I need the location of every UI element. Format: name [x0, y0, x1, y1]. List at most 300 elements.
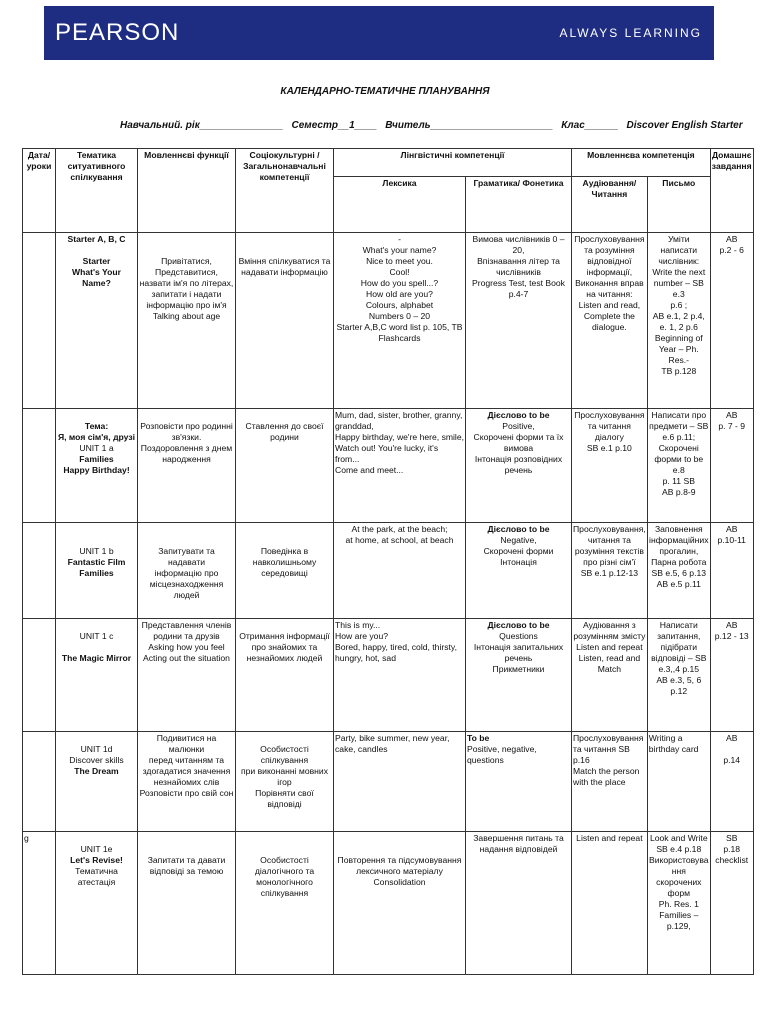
- cell-line: Progress Test, test Book: [472, 278, 565, 288]
- cell-line: Positive,: [502, 421, 535, 431]
- cell-speech: [138, 619, 236, 732]
- cell-grammar: [466, 523, 572, 619]
- cell-line: Дієслово to be: [487, 620, 550, 630]
- cell-line: p.6 ;: [670, 300, 688, 310]
- cell-line: речень: [504, 653, 533, 663]
- cell-line: Bored, happy, tired, cold, thirsty,: [335, 642, 457, 652]
- cell-line: [57, 833, 136, 844]
- cell-line: про різні сім'ї: [583, 557, 636, 567]
- cell-line: Listen, read and: [578, 653, 641, 663]
- cell-line: Тематична: [75, 866, 118, 876]
- cell-line: запитання,: [657, 631, 701, 641]
- cell-line: Виконання вправ: [575, 278, 644, 288]
- cell-line: Аудіювання з: [583, 620, 636, 630]
- cell-line: The Dream: [74, 766, 119, 776]
- pearson-logo: PEARSON: [55, 19, 180, 46]
- cell-vocab: [334, 523, 466, 619]
- cell-line: незнайомих людей: [246, 653, 323, 663]
- cell-line: [139, 844, 234, 855]
- cell-line: Представитися,: [155, 267, 218, 277]
- cell-line: Повторення та підсумовування: [337, 855, 462, 865]
- cell-line: Party, bike summer, new year,: [335, 733, 450, 743]
- cell-line: Написати: [659, 620, 698, 630]
- cell-line: здогадатися значення: [142, 766, 231, 776]
- cell-line: Negative,: [500, 535, 537, 545]
- cell-listening: [572, 732, 648, 832]
- cell-line: e.3,,4 p.15: [658, 664, 700, 674]
- cell-line: та читання SB: [573, 744, 630, 754]
- header-writing: Письмо: [647, 177, 710, 233]
- cell-line: granddad,: [335, 421, 374, 431]
- cell-writing: [647, 619, 710, 732]
- cell-line: Consolidation: [373, 877, 426, 887]
- cell-homework: [710, 619, 753, 732]
- cell-line: Прослуховування: [574, 410, 645, 420]
- cell-line: number – SB e.3: [653, 278, 704, 299]
- header-socio: Соціокультурні / Загальнонавчальні компетенції: [236, 149, 334, 233]
- cell-line: [24, 524, 54, 535]
- cell-line: -: [398, 234, 401, 244]
- cell-homework: [710, 732, 753, 832]
- cell-line: Привітатися,: [161, 256, 212, 266]
- cell-topic: [56, 233, 138, 409]
- cell-line: Запитувати та надавати: [158, 546, 215, 567]
- cell-line: [335, 844, 464, 855]
- cell-line: місцезнаходження: [149, 579, 224, 589]
- cell-line: атестація: [77, 877, 116, 887]
- cell-line: AB e.3, 5, 6: [656, 675, 702, 685]
- cell-topic: [56, 832, 138, 975]
- cell-writing: [647, 732, 710, 832]
- cell-line: Використовува: [648, 855, 709, 865]
- cell-line: [139, 410, 234, 421]
- cell-line: SB e.5, 6 p.13: [651, 568, 707, 578]
- cell-line: скорочених: [656, 877, 702, 887]
- cell-line: TB p.128: [661, 366, 697, 376]
- cell-line: Тема:: [84, 421, 109, 431]
- cell-line: Colours, alphabet: [365, 300, 434, 310]
- cell-line: p.12: [670, 686, 688, 696]
- cell-line: родини та друзів: [153, 631, 220, 641]
- cell-speech: [138, 233, 236, 409]
- header-linguistic: Лінгвістичні компетенції: [334, 149, 572, 177]
- cell-line: Дієслово to be: [487, 410, 550, 420]
- table-row: [23, 732, 754, 832]
- cell-line: [237, 535, 332, 546]
- header-speech: Мовленнєві функції: [138, 149, 236, 233]
- cell-line: речень: [504, 465, 533, 475]
- cell-line: Розповісти про родинні: [140, 421, 233, 431]
- cell-line: Name?: [82, 278, 111, 288]
- cell-line: [712, 744, 752, 755]
- cell-line: діалогу: [594, 432, 624, 442]
- cell-line: AB: [725, 234, 738, 244]
- cell-line: Поздоровлення з днем: [140, 443, 233, 453]
- cell-line: числівник:: [658, 256, 700, 266]
- cell-line: from...: [335, 454, 360, 464]
- cell-line: відповідної: [587, 256, 632, 266]
- cell-speech: [138, 523, 236, 619]
- cell-grammar: [466, 832, 572, 975]
- cell-line: Listen and read,: [578, 300, 641, 310]
- cell-listening: [572, 523, 648, 619]
- cell-date: [23, 732, 56, 832]
- cell-line: Скорочені форми та їх: [473, 432, 564, 442]
- cell-line: монологічного: [256, 877, 313, 887]
- cell-line: діалогічного та: [254, 866, 315, 876]
- planning-table: [22, 148, 754, 975]
- cell-line: AB: [725, 410, 738, 420]
- cell-line: Write the next: [652, 267, 706, 277]
- cell-line: Прослуховування: [574, 234, 645, 244]
- cell-line: родини: [270, 432, 299, 442]
- cell-speech: [138, 732, 236, 832]
- cell-line: p. 11 SB: [662, 476, 695, 486]
- cell-line: This is my...: [335, 620, 381, 630]
- cell-line: Подивитися на малюнки: [156, 733, 217, 754]
- cell-line: [237, 245, 332, 256]
- cell-line: інформації,: [586, 267, 633, 277]
- cell-line: Розповісти про свій сон: [139, 788, 234, 798]
- cell-line: [57, 642, 136, 653]
- cell-line: Cool!: [389, 267, 410, 277]
- cell-line: Уміти: [667, 234, 690, 244]
- cell-line: Families –: [659, 910, 699, 920]
- cell-line: The Magic Mirror: [61, 653, 132, 663]
- cell-line: [139, 535, 234, 546]
- cell-line: checklist: [715, 855, 749, 865]
- cell-line: Nice to meet you.: [366, 256, 433, 266]
- cell-line: вимова: [503, 443, 534, 453]
- cell-line: p.16: [573, 755, 590, 765]
- cell-line: Вимова числівників 0 – 20,: [472, 234, 565, 255]
- cell-line: Заповнення: [654, 524, 703, 534]
- cell-line: Come and meet...: [335, 465, 404, 475]
- cell-line: SB e.1 p.10: [586, 443, 632, 453]
- cell-line: ння: [671, 866, 686, 876]
- cell-line: зв'язки.: [171, 432, 202, 442]
- cell-line: p.18: [723, 844, 741, 854]
- cell-line: незнайомих слів: [153, 777, 220, 787]
- header-homework: Домашнє завдання: [710, 149, 753, 233]
- cell-line: Запитати та давати: [147, 855, 226, 865]
- cell-line: AB e.5 p.11: [656, 579, 701, 589]
- cell-line: [237, 620, 332, 631]
- cell-line: надавати інформацію: [241, 267, 328, 277]
- cell-line: читання та: [587, 535, 631, 545]
- cell-line: [139, 234, 234, 245]
- cell-grammar: [466, 409, 572, 523]
- cell-line: [57, 535, 136, 546]
- cell-line: AB: [725, 620, 738, 630]
- cell-line: про знайомих та: [251, 642, 318, 652]
- cell-line: прогалин,: [659, 546, 699, 556]
- cell-date: [23, 409, 56, 523]
- cell-line: Отримання інформації: [239, 631, 330, 641]
- cell-socio: [236, 409, 334, 523]
- cell-line: p.4-7: [508, 289, 529, 299]
- cell-line: p.14: [723, 755, 741, 765]
- cell-socio: [236, 233, 334, 409]
- pearson-banner: [44, 6, 714, 60]
- cell-topic: [56, 409, 138, 523]
- cell-line: [139, 833, 234, 844]
- cell-vocab: [334, 233, 466, 409]
- cell-line: Прикметники: [492, 664, 545, 674]
- cell-vocab: [334, 409, 466, 523]
- cell-line: Families: [79, 568, 114, 578]
- cell-line: Скорочені: [658, 443, 699, 453]
- cell-speech: [138, 832, 236, 975]
- cell-line: Asking how you feel: [148, 642, 225, 652]
- cell-grammar: [466, 732, 572, 832]
- cell-line: SB e.1 p.12-13: [580, 568, 639, 578]
- header-grammar: Граматика/ Фонетика: [466, 177, 572, 233]
- cell-line: Прослуховування,: [573, 524, 646, 534]
- cell-line: p. 7 - 9: [718, 421, 746, 431]
- cell-line: предмети – SB: [649, 421, 709, 431]
- cell-line: Вміння спілкуватися та: [238, 256, 331, 266]
- cell-line: [24, 620, 54, 631]
- cell-line: Listen and repeat: [576, 642, 643, 652]
- cell-line: Year – Ph. Res.-: [658, 344, 699, 365]
- cell-line: UNIT 1 c: [79, 631, 114, 641]
- cell-line: Positive, negative,: [467, 744, 537, 754]
- cell-writing: [647, 233, 710, 409]
- cell-line: p.12 - 13: [714, 631, 749, 641]
- cell-line: Happy Birthday!: [63, 465, 130, 475]
- header-date: Дата/ уроки: [23, 149, 56, 233]
- cell-line: Особистості: [260, 855, 309, 865]
- cell-line: підібрати: [660, 642, 698, 652]
- cell-line: UNIT 1 a: [79, 443, 114, 453]
- cell-line: Особистості спілкування: [260, 744, 309, 765]
- cell-socio: [236, 523, 334, 619]
- cell-grammar: [466, 619, 572, 732]
- cell-line: спілкування: [260, 888, 309, 898]
- cell-line: відповіді – SB: [651, 653, 707, 663]
- cell-line: Дієслово to be: [487, 524, 550, 534]
- cell-line: [237, 833, 332, 844]
- cell-line: середовищі: [261, 568, 308, 578]
- cell-line: інформацію про: [154, 568, 219, 578]
- cell-line: e. 1, 2 p.6: [659, 322, 698, 332]
- cell-date: [23, 619, 56, 732]
- cell-homework: [710, 523, 753, 619]
- cell-line: [237, 844, 332, 855]
- cell-line: Watch out! You're lucky, it's: [335, 443, 439, 453]
- cell-line: At the park, at the beach;: [351, 524, 448, 534]
- cell-socio: [236, 732, 334, 832]
- cell-line: Парна робота: [651, 557, 707, 567]
- cell-line: написати: [660, 245, 698, 255]
- cell-line: p.2 - 6: [719, 245, 744, 255]
- table-row: [23, 619, 754, 732]
- cell-line: [24, 234, 54, 245]
- cell-line: перед читанням та: [148, 755, 225, 765]
- table-row: [23, 233, 754, 409]
- cell-line: Discover skills: [69, 755, 124, 765]
- table-row: [23, 409, 754, 523]
- cell-topic: [56, 523, 138, 619]
- cell-date: [23, 523, 56, 619]
- planning-table-body: [23, 233, 754, 975]
- cell-line: Представлення членів: [141, 620, 232, 630]
- cell-homework: [710, 233, 753, 409]
- cell-line: [24, 410, 54, 421]
- cell-homework: [710, 409, 753, 523]
- cell-vocab: [334, 832, 466, 975]
- cell-line: Завершення питань та: [473, 833, 564, 843]
- cell-socio: [236, 832, 334, 975]
- cell-date: [23, 233, 56, 409]
- meta-line: Навчальний. рік_______________ Семестр__1____ Вчитель______________________ Клас______ Discover English Starter: [120, 120, 743, 131]
- cell-line: запитати і надати: [151, 289, 222, 299]
- cell-line: [139, 524, 234, 535]
- cell-line: Starter: [82, 256, 111, 266]
- cell-line: [139, 245, 234, 256]
- cell-writing: [647, 832, 710, 975]
- cell-line: UNIT 1 b: [79, 546, 114, 556]
- cell-line: e.6 p.11;: [662, 432, 696, 442]
- cell-line: людей: [173, 590, 200, 600]
- cell-line: Beginning of: [654, 333, 703, 343]
- cell-line: [335, 833, 464, 844]
- cell-line: народження: [162, 454, 211, 464]
- cell-line: [57, 620, 136, 631]
- cell-vocab: [334, 732, 466, 832]
- cell-line: числівників: [496, 267, 541, 277]
- header-vocab: Лексика: [334, 177, 466, 233]
- cell-line: AB: [725, 524, 738, 534]
- cell-line: UNIT 1d: [80, 744, 113, 754]
- cell-line: Match the person: [573, 766, 640, 776]
- cell-line: [57, 524, 136, 535]
- cell-line: at home, at school, at beach: [345, 535, 454, 545]
- cell-line: відповіді за темою: [149, 866, 224, 876]
- cell-line: Families: [79, 454, 114, 464]
- cell-line: Поведінка в: [260, 546, 309, 556]
- cell-line: UNIT 1e: [80, 844, 113, 854]
- cell-writing: [647, 523, 710, 619]
- cell-line: Інтонація запитальних: [473, 642, 564, 652]
- cell-line: Написати про: [651, 410, 707, 420]
- document-title: КАЛЕНДАРНО-ТЕМАТИЧНЕ ПЛАНУВАННЯ: [280, 86, 490, 97]
- cell-line: hungry, hot, sad: [335, 653, 396, 663]
- cell-line: Starter A,B,C word list p. 105, TB: [336, 322, 463, 332]
- cell-line: Порівняти свої відповіді: [255, 788, 314, 809]
- cell-line: SB: [725, 833, 738, 843]
- cell-line: p.129,: [666, 921, 691, 931]
- cell-line: [57, 733, 136, 744]
- cell-line: Questions: [499, 631, 538, 641]
- cell-line: How do you spell...?: [360, 278, 439, 288]
- cell-topic: [56, 619, 138, 732]
- cell-line: надання відповідей: [479, 844, 558, 854]
- cell-line: [237, 410, 332, 421]
- cell-line: Writing a: [648, 733, 683, 743]
- cell-line: Прослуховування: [573, 733, 644, 743]
- cell-line: AB p.8-9: [662, 487, 696, 497]
- cell-line: SB e.4 p.18: [656, 844, 702, 854]
- cell-listening: [572, 619, 648, 732]
- cell-line: лексичного матеріалу: [356, 866, 443, 876]
- cell-line: Listen and repeat: [576, 833, 643, 843]
- table-row: [23, 523, 754, 619]
- cell-line: cake, candles: [335, 744, 388, 754]
- cell-line: Ставлення до своєї: [245, 421, 324, 431]
- cell-line: та розуміння: [584, 245, 635, 255]
- cell-line: інформацію про ім'я: [146, 300, 227, 310]
- cell-line: [237, 524, 332, 535]
- cell-homework: [710, 832, 753, 975]
- cell-line: questions: [467, 755, 504, 765]
- cell-topic: [56, 732, 138, 832]
- cell-vocab: [334, 619, 466, 732]
- cell-line: [57, 245, 136, 256]
- cell-line: форм: [667, 888, 691, 898]
- cell-line: AB: [725, 733, 738, 743]
- cell-line: Скорочені форми: [483, 546, 554, 556]
- cell-line: [237, 234, 332, 245]
- cell-line: Flashcards: [378, 333, 421, 343]
- cell-line: навколишньому: [252, 557, 317, 567]
- cell-line: How old are you?: [366, 289, 433, 299]
- cell-line: Ph. Res. 1: [658, 899, 699, 909]
- cell-line: What's your name?: [362, 245, 437, 255]
- cell-line: Acting out the situation: [143, 653, 230, 663]
- cell-line: та читання: [587, 421, 631, 431]
- cell-line: назвати ім'я по літерах,: [139, 278, 234, 288]
- cell-line: на читання:: [586, 289, 633, 299]
- cell-line: Інтонація розповідних: [474, 454, 563, 464]
- table-row: [23, 832, 754, 975]
- cell-line: Match: [597, 664, 622, 674]
- cell-line: Talking about age: [152, 311, 221, 321]
- cell-line: Numbers 0 – 20: [368, 311, 431, 321]
- cell-line: g: [24, 833, 29, 843]
- cell-line: Інтонація: [500, 557, 537, 567]
- cell-line: Fantastic Film: [67, 557, 126, 567]
- cell-line: [237, 733, 332, 744]
- cell-line: Я, моя сім'я, друзі: [57, 432, 135, 442]
- header-communicative: Мовленнєва компетенція: [572, 149, 711, 177]
- cell-writing: [647, 409, 710, 523]
- cell-speech: [138, 409, 236, 523]
- cell-line: How are you?: [335, 631, 389, 641]
- cell-line: Mum, dad, sister, brother, granny,: [335, 410, 463, 420]
- cell-line: при виконанні мовних: [240, 766, 329, 776]
- cell-line: Впізнавання літер та: [477, 256, 560, 266]
- cell-line: Let's Revise!: [70, 855, 123, 865]
- cell-line: [57, 410, 136, 421]
- cell-line: інформаційних: [649, 535, 709, 545]
- header-listening: Аудіювання/ Читання: [572, 177, 648, 233]
- cell-line: What's Your: [72, 267, 121, 277]
- cell-line: with the place: [573, 777, 626, 787]
- cell-socio: [236, 619, 334, 732]
- cell-line: форми to be e.8: [654, 454, 704, 475]
- cell-date: [23, 832, 56, 975]
- cell-line: birthday card: [648, 744, 699, 754]
- banner-tagline: ALWAYS LEARNING: [559, 26, 702, 40]
- cell-listening: [572, 233, 648, 409]
- cell-listening: [572, 409, 648, 523]
- cell-line: Starter A, B, C: [67, 234, 126, 244]
- cell-line: Happy birthday, we're here, smile,: [335, 432, 465, 442]
- cell-line: розумінням змісту: [573, 631, 646, 641]
- cell-line: AB e.1, 2 p.4,: [652, 311, 705, 321]
